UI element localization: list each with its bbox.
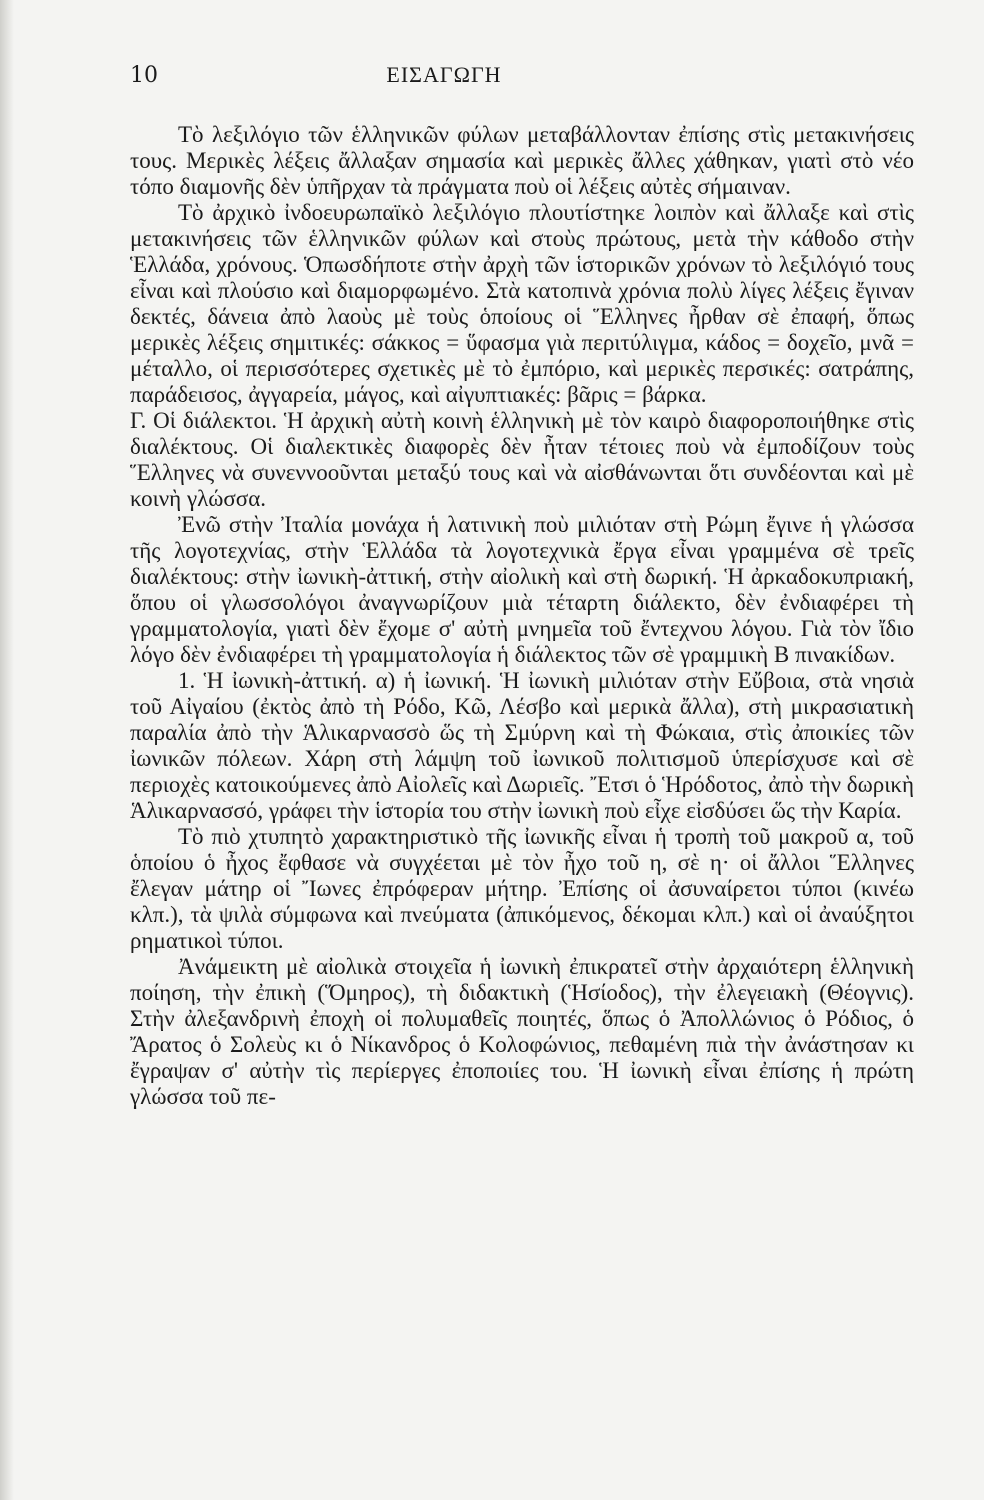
paragraph-vocabulary-enrichment: Τὸ ἀρχικὸ ἰνδοευρωπαϊκὸ λεξιλόγιο πλουτίστηκε λοιπὸν καὶ ἄλλαξε καὶ στὶς μετακινήσεις τῶν ἑλληνικῶν φύλων καὶ στοὺς πρώτους, μετὰ τὴν κάθοδο στὴν Ἑλλάδα, χρόνους. Ὁπωσδήποτε στὴν ἀρχὴ τῶν ἱστορικῶν χρόνων τὸ λεξιλόγιό τους εἶναι καὶ πλούσιο καὶ διαμορφωμένο. Στὰ κατοπινὰ χρόνια πολὺ λίγες λέξεις ἔγιναν δεκτές, δάνεια ἀπὸ λαοὺς μὲ τοὺς ὁποίους οἱ Ἕλληνες ἦρθαν σὲ ἐπαφή, ὅπως μερικὲς λέξεις σημιτικές: σάκκος = ὕφασμα γιὰ περιτύλιγμα, κάδος = δοχεῖο, μνᾶ = μέταλλο, οἱ περισσότερες σχετικὲς μὲ τὸ ἐμπόριο, καὶ μερικὲς περσικές: σατράπης, παράδεισος, ἀγγαρεία, μάγος, καὶ αἰγυπτιακές: βᾶρις = βάρκα. bbox=[130, 200, 914, 407]
body-text bbox=[130, 122, 914, 1110]
paragraph-literary-dialects: Ἐνῶ στὴν Ἰταλία μονάχα ἡ λατινικὴ ποὺ μιλιόταν στὴ Ρώμη ἔγινε ἡ γλώσσα τῆς λογοτεχνίας, στὴν Ἑλλάδα τὰ λογοτεχνικὰ ἔργα εἶναι γραμμένα σὲ τρεῖς διαλέκτους: στὴν ἰωνικὴ-ἀττική, στὴν αἰολικὴ καὶ στὴ δωρική. Ἡ ἀρκαδοκυπριακή, ὅπου οἱ γλωσσολόγοι ἀναγνωρίζουν μιὰ τέταρτη διάλεκτο, δὲν ἐνδιαφέρει τὴ γραμματολογία, γιατὶ δὲν ἔχομε σ' αὐτὴ μνημεῖα τοῦ ἔντεχνου λόγου. Γιὰ τὸν ἴδιο λόγο δὲν ἐνδιαφέρει τὴ γραμματολογία ἡ διάλεκτος τῶν σὲ γραμμικὴ Β πινακίδων. bbox=[130, 512, 914, 667]
page-header bbox=[130, 62, 730, 88]
running-title: ΕΙΣΑΓΩΓΗ bbox=[386, 62, 502, 87]
paragraph-ionic-features: Τὸ πιὸ χτυπητὸ χαρακτηριστικὸ τῆς ἰωνικῆς εἶναι ἡ τροπὴ τοῦ μακροῦ α, τοῦ ὁποίου ὁ ἦχος ἔφθασε νὰ συγχέεται μὲ τὸν ἦχο τοῦ η, σὲ η· οἱ ἄλλοι Ἕλληνες ἔλεγαν μάτηρ οἱ Ἴωνες ἐπρόφεραν μήτηρ. Ἐπίσης οἱ ἀσυναίρετοι τύποι (κινέω κλπ.), τὰ ψιλὰ σύμφωνα καὶ πνεύματα (ἀπικόμενος, δέκομαι κλπ.) καὶ οἱ ἀναύξητοι ρηματικοὶ τύποι. bbox=[130, 824, 914, 953]
paragraph-dialects-heading: Γ. Οἱ διάλεκτοι. Ἡ ἀρχικὴ αὐτὴ κοινὴ ἑλληνικὴ μὲ τὸν καιρὸ διαφοροποιήθηκε στὶς διαλέκτους. Οἱ διαλεκτικὲς διαφορὲς δὲν ἦταν τέτοιες ποὺ νὰ ἐμποδίζουν τοὺς Ἕλληνες νὰ συνεννοοῦνται μεταξύ τους καὶ νὰ αἰσθάνωνται ὅτι συνδέονται καὶ μὲ κοινὴ γλώσσα. bbox=[130, 408, 914, 511]
page-number: 10 bbox=[130, 63, 158, 88]
paragraph-ionic-poetry: Ἀνάμεικτη μὲ αἰολικὰ στοιχεῖα ἡ ἰωνικὴ ἐπικρατεῖ στὴν ἀρχαιότερη ἑλληνικὴ ποίηση, τὴν ἐπικὴ (Ὅμηρος), τὴ διδακτικὴ (Ἡσίοδος), τὴν ἐλεγειακὴ (Θέογνις). Στὴν ἀλεξανδρινὴ ἐποχὴ οἱ πολυμαθεῖς ποιητές, ὅπως ὁ Ἀπολλώνιος ὁ Ρόδιος, ὁ Ἄρατος ὁ Σολεὺς κι ὁ Νίκανδρος ὁ Κολοφώνιος, πεθαμένη πιὰ τὴν ἀνάστησαν κι ἔγραψαν σ' αὐτὴν τὶς περίεργες ἐποποιίες του. Ἡ ἰωνικὴ εἶναι ἐπίσης ἡ πρώτη γλώσσα τοῦ πε- bbox=[130, 954, 914, 1109]
paragraph-ionic-attic: 1. Ἡ ἰωνικὴ-ἀττική. α) ἡ ἰωνική. Ἡ ἰωνικὴ μιλιόταν στὴν Εὔβοια, στὰ νησιὰ τοῦ Αἰγαίου (ἐκτὸς ἀπὸ τὴ Ρόδο, Κῶ, Λέσβο καὶ μερικὰ ἄλλα), στὴ μικρασιατικὴ παραλία ἀπὸ τὴν Ἁλικαρνασσὸ ὥς τὴ Σμύρνη καὶ τὴ Φώκαια, στὶς ἀποικίες τῶν ἰωνικῶν πόλεων. Χάρη στὴ λάμψη τοῦ ἰωνικοῦ πολιτισμοῦ ὑπερίσχυσε καὶ σὲ περιοχὲς κατοικούμενες ἀπὸ Αἰολεῖς καὶ Δωριεῖς. Ἔτσι ὁ Ἡρόδοτος, ἀπὸ τὴν δωρικὴ Ἁλικαρνασσό, γράφει τὴν ἱστορία του στὴν ἰωνικὴ ποὺ εἶχε εἰσδύσει ὥς τὴν Καρία. bbox=[130, 668, 915, 823]
paragraph-vocabulary-change: Τὸ λεξιλόγιο τῶν ἑλληνικῶν φύλων μεταβάλλονταν ἐπίσης στὶς μετακινήσεις τους. Μερικὲς λέξεις ἄλλαξαν σημασία καὶ μερικὲς ἄλλες χάθηκαν, γιατὶ στὸ νέο τόπο διαμονῆς δὲν ὑπῆρχαν τὰ πράγματα ποὺ οἱ λέξεις αὐτὲς σήμαιναν. bbox=[130, 122, 914, 199]
